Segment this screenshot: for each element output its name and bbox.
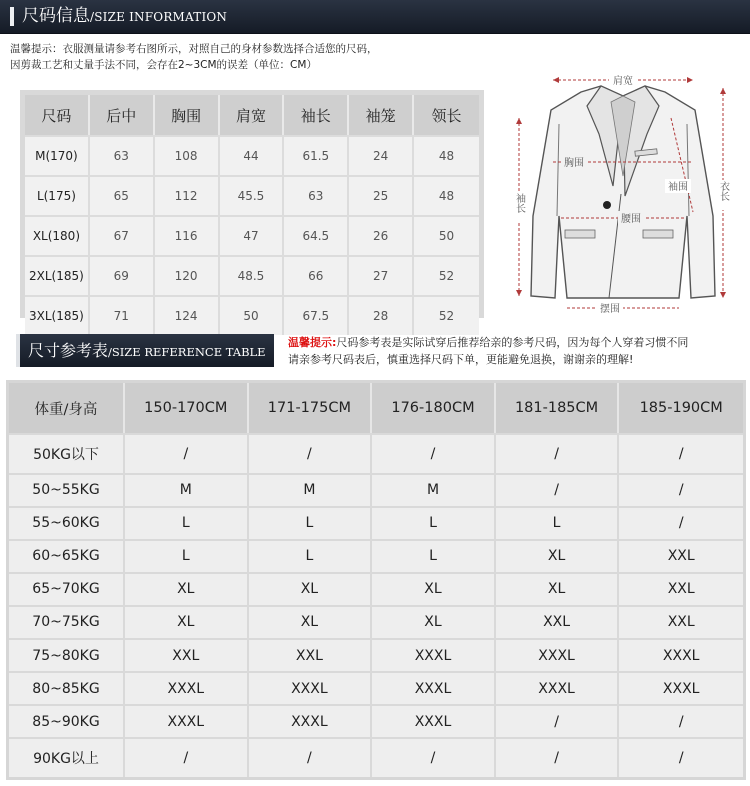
ref-cell: / [619,506,743,539]
ref-cell: 85~90KG [9,704,125,737]
size-cell: 116 [155,215,220,255]
arrow-icon [553,77,559,83]
ref-cell: 50~55KG [9,473,125,506]
ref-cell: XXL [496,605,620,638]
ref-cell: 75~80KG [9,638,125,671]
ref-col-height: 176-180CM [372,383,496,433]
ref-cell: 70~75KG [9,605,125,638]
size-cell: 69 [90,255,155,295]
shoulder-label: 肩宽 [613,76,633,87]
size-col-armhole: 袖笼 [349,95,414,135]
size-cell: 48 [414,175,479,215]
reference-row [9,605,743,638]
banner-accent-bar [16,334,20,367]
ref-cell: XXL [249,638,373,671]
size-cell: 71 [90,295,155,335]
size-info-banner [0,0,750,34]
ref-cell: XXXL [372,704,496,737]
size-reference-title-en: /SIZE REFERENCE TABLE [108,345,266,359]
size-cell: 24 [349,135,414,175]
ref-cell: M [125,473,249,506]
size-cell: L(175) [25,175,90,215]
ref-cell: / [249,433,373,473]
arrow-icon [516,290,522,296]
size-table [25,95,479,335]
size-table-frame [20,90,484,323]
length-label: 衣长 [717,181,729,201]
ref-cell: / [619,737,743,777]
size-reference-hint [288,334,750,368]
size-cell: 108 [155,135,220,175]
size-cell: 45.5 [220,175,285,215]
reference-row [9,572,743,605]
reference-row [9,638,743,671]
size-cell: 50 [220,295,285,335]
arrow-icon [516,118,522,124]
ref-cell: / [125,433,249,473]
size-cell: 61.5 [284,135,349,175]
size-cell: 124 [155,295,220,335]
ref-cell: M [372,473,496,506]
size-reference-banner [16,334,274,367]
ref-cell: L [125,506,249,539]
size-cell: 44 [220,135,285,175]
size-col-chest: 胸围 [155,95,220,135]
size-col-collar: 领长 [414,95,479,135]
size-cell: 25 [349,175,414,215]
size-cell: 48 [414,135,479,175]
ref-cell: 80~85KG [9,671,125,704]
size-cell: 120 [155,255,220,295]
sleeve-label: 袖长 [513,193,525,213]
size-cell: 3XL(185) [25,295,90,335]
size-table-row [25,175,479,215]
reference-row [9,506,743,539]
size-cell: 27 [349,255,414,295]
size-col-back-length: 后中 [90,95,155,135]
jacket-measurement-diagram [503,66,743,318]
size-cell: 67.5 [284,295,349,335]
reference-table-frame [6,380,746,780]
ref-cell: 50KG以下 [9,433,125,473]
size-info-title [22,5,227,28]
ref-cell: / [125,737,249,777]
ref-cell: XXL [619,539,743,572]
hem-label: 摆围 [600,304,620,315]
jacket-button [603,201,611,209]
ref-cell: L [125,539,249,572]
ref-cell: / [496,473,620,506]
ref-cell: XXXL [372,638,496,671]
size-reference-title-zh: 尺寸参考表 [28,341,109,360]
size-col-sleeve: 袖长 [284,95,349,135]
arrow-icon [720,292,726,298]
size-cell: 47 [220,215,285,255]
hint-text-1: 尺码参考表是实际试穿后推荐给亲的参考尺码，因为每个人穿着习惯不同 [336,336,689,349]
ref-cell: XXXL [619,638,743,671]
ref-cell: XL [125,572,249,605]
size-table-header-row [25,95,479,135]
reference-row [9,473,743,506]
size-cell: 65 [90,175,155,215]
ref-cell: XL [372,605,496,638]
ref-cell: M [249,473,373,506]
waist-label: 腰围 [621,214,641,225]
arrow-icon [720,88,726,94]
ref-cell: XL [125,605,249,638]
ref-cell: L [372,539,496,572]
size-cell: 64.5 [284,215,349,255]
size-table-row [25,215,479,255]
size-cell: 63 [284,175,349,215]
ref-cell: / [496,704,620,737]
ref-cell: XXXL [125,671,249,704]
size-cell: 112 [155,175,220,215]
ref-cell: 60~65KG [9,539,125,572]
size-cell: 63 [90,135,155,175]
size-cell: 52 [414,295,479,335]
ref-cell: XXXL [249,704,373,737]
reference-row [9,671,743,704]
reference-row [9,539,743,572]
hint-label: 温馨提示: [288,336,337,349]
size-cell: 52 [414,255,479,295]
ref-cell: L [249,539,373,572]
ref-col-height: 185-190CM [619,383,743,433]
ref-cell: L [496,506,620,539]
ref-col-height: 181-185CM [496,383,620,433]
ref-cell: L [372,506,496,539]
size-table-row [25,135,479,175]
ref-cell: XXXL [496,638,620,671]
size-cell: 50 [414,215,479,255]
reference-row [9,704,743,737]
ref-col-weight-height: 体重/身高 [9,383,125,433]
ref-cell: 55~60KG [9,506,125,539]
size-cell: 28 [349,295,414,335]
measurement-hint [10,41,490,73]
ref-cell: L [249,506,373,539]
ref-cell: XXL [125,638,249,671]
size-cell: XL(180) [25,215,90,255]
ref-cell: 65~70KG [9,572,125,605]
ref-cell: / [619,704,743,737]
ref-cell: XXL [619,605,743,638]
size-table-row [25,295,479,335]
ref-cell: XXL [619,572,743,605]
ref-cell: / [496,737,620,777]
size-reference-title [28,340,266,363]
hint-text-2: 请亲参考尺码表后，慎重选择尺码下单，更能避免退换，谢谢亲的理解! [288,353,634,366]
size-cell: 26 [349,215,414,255]
chest-label: 胸围 [564,158,584,169]
reference-header-row [9,383,743,433]
size-table-row [25,255,479,295]
banner-accent-bar [10,7,14,26]
side-pocket [643,230,673,238]
ref-col-height: 150-170CM [125,383,249,433]
ref-cell: XXXL [372,671,496,704]
ref-cell: XL [249,605,373,638]
size-col-size: 尺码 [25,95,90,135]
ref-cell: / [249,737,373,777]
ref-cell: XXXL [496,671,620,704]
ref-cell: XL [496,572,620,605]
ref-cell: XL [249,572,373,605]
ref-cell: / [619,433,743,473]
size-reference-table [9,383,743,777]
ref-col-height: 171-175CM [249,383,373,433]
size-cell: 66 [284,255,349,295]
ref-cell: / [496,433,620,473]
ref-cell: XXXL [619,671,743,704]
size-info-title-zh: 尺码信息 [22,6,90,26]
size-cell: M(170) [25,135,90,175]
size-info-title-en: /SIZE INFORMATION [90,10,228,24]
ref-cell: / [372,433,496,473]
ref-cell: XL [372,572,496,605]
size-cell: 67 [90,215,155,255]
ref-cell: XXXL [249,671,373,704]
ref-cell: / [619,473,743,506]
size-reference-hint-line-1 [288,334,750,351]
ref-cell: 90KG以上 [9,737,125,777]
ref-cell: XXXL [125,704,249,737]
reference-row [9,737,743,777]
size-col-shoulder: 肩宽 [220,95,285,135]
reference-row [9,433,743,473]
size-cell: 2XL(185) [25,255,90,295]
ref-cell: / [372,737,496,777]
measurement-hint-line-2: 因剪裁工艺和丈量手法不同，会存在2~3CM的误差（单位：CM） [10,59,317,71]
measurement-hint-line-1: 温馨提示：衣服测量请参考右图所示，对照自己的身材参数选择合适您的尺码， [10,43,378,55]
arrow-icon [687,77,693,83]
ref-cell: XL [496,539,620,572]
size-cell: 48.5 [220,255,285,295]
side-pocket [565,230,595,238]
armhole-label: 袖围 [668,182,688,193]
